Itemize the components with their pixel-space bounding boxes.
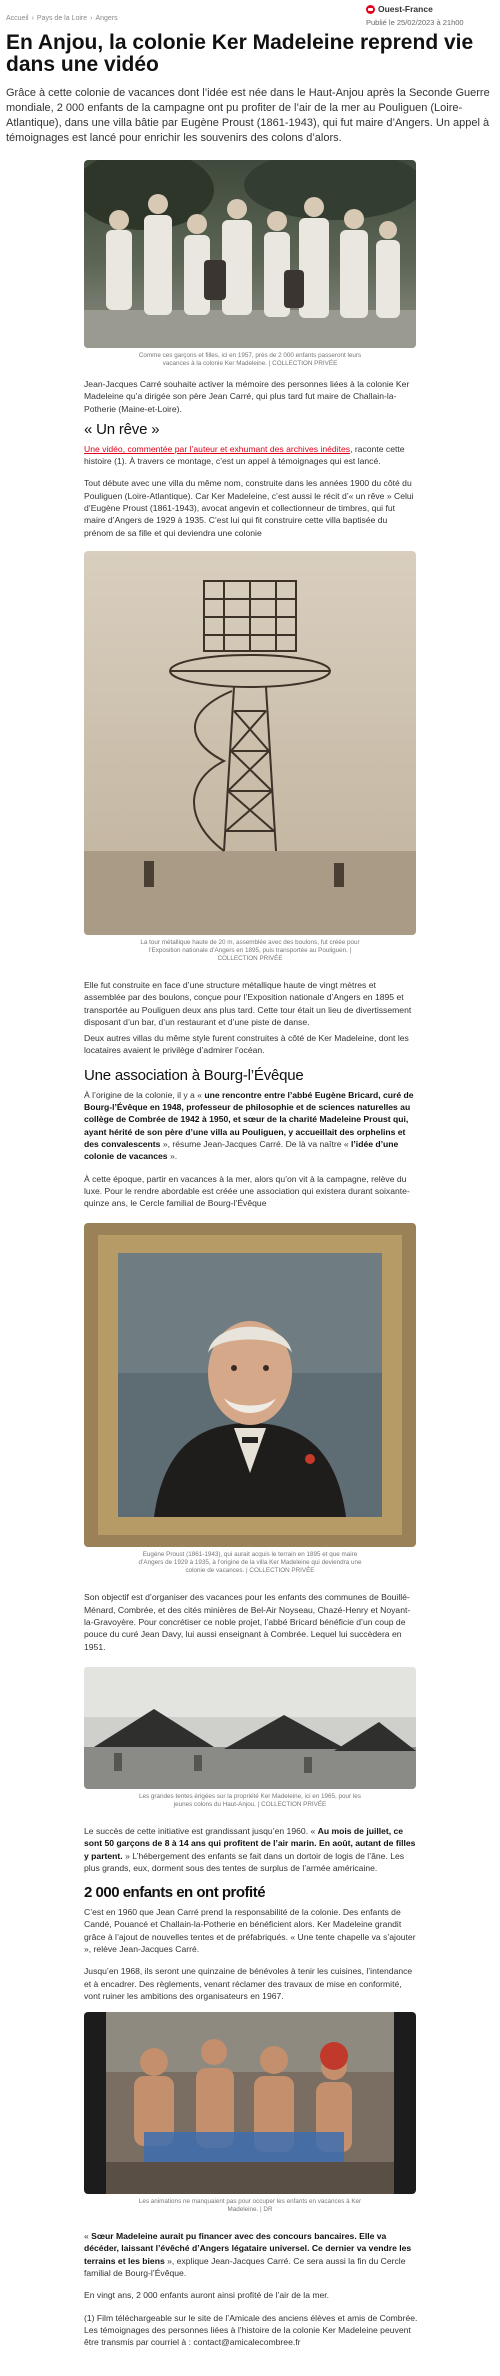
quote-text: Sœur Madeleine aurait pu financer avec des concours bancaires. Elle va décéder, laissant l’évêché d’Angers légataire universel. Ce dernier va vendre les terrains et les biens <box>84 2231 412 2266</box>
source-name[interactable]: Ouest-France <box>378 4 433 14</box>
breadcrumb-region[interactable]: Pays de la Loire <box>36 15 88 22</box>
paragraph-text: À l’origine de la colonie, il y a « <box>84 1089 205 1100</box>
paragraph: Son objectif est d’organiser des vacances pour les enfants des communes de Bouillé-Ménard, Combrée, et des cités minières de Bel-Air Noyseau, Chazé-Henry et Noyant-la-Gravoyère. Pour concrétiser ce noble projet, l’abbé Bricard bénéficie d’un coup de pouce du curé Jean Davy, lui aussi enseignant à Combrée. Lequel lui succèdera en 1951. <box>84 1592 411 1652</box>
figure-portrait <box>0 1223 500 1575</box>
group-photo[interactable] <box>84 160 416 348</box>
paragraph-text: Le succès de cette initiative est grandissant jusqu’en 1960. « <box>84 1825 318 1836</box>
paragraph-text: » L’hébergement des enfants se fait dans un dortoir de logis de l’âne. Les plus grands, eux, dorment sous des tentes de surplus de l’armée américaine. <box>84 1850 405 1873</box>
figure-animations <box>0 2012 500 2214</box>
paragraph <box>84 1825 418 1874</box>
article-body-1 <box>84 378 418 415</box>
paragraph <box>84 443 418 468</box>
paragraph: Elle fut construite en face d’une structure métallique haute de vingt mètres et assemblée par des boulons, conçue pour l’Exposition nationale d’Angers en 1895 et transportée au Pouliguen deux ans plus tard. Cette tour était un lieu de divertissement disposant d’un bar, d’un restaurant et d’une piste de danse. <box>84 979 412 1027</box>
portrait-photo[interactable] <box>84 1223 416 1547</box>
ouest-france-logo-icon <box>366 5 375 14</box>
article-body-2 <box>84 443 418 539</box>
paragraph: Deux autres villas du même style furent construites à côté de Ker Madeleine, dont les locataires avaient le privilège d’admirer l’océan. <box>84 1033 409 1056</box>
paragraph-text: », résume Jean-Jacques Carré. De là va naître « <box>160 1138 352 1149</box>
subheading-reve: « Un rêve » <box>84 420 160 438</box>
subheading-enfants: 2 000 enfants en ont profité <box>84 1884 266 1902</box>
paragraph-text: », explique Jean-Jacques Carré. Ce sera aussi la fin du Cercle familial de Bourg-l’Évêque. <box>84 2255 406 2279</box>
footnote: (1) Film téléchargeable sur le site de l’Amicale des anciens élèves et amis de Combrée. Les témoignages des personnes liées à l’histoire de la colonie Ker Madeleine peuvent être transmis par courriel à : contact@amicalecombree.fr <box>84 2312 418 2348</box>
breadcrumb: Accueil › Pays de la Loire › Angers <box>6 15 118 22</box>
quote-text: Au mois de juillet, ce sont 50 garçons de 8 à 14 ans qui profitent de l’air marin. En août, autant de filles y partent. <box>84 1825 416 1861</box>
paragraph-text: « <box>84 2231 92 2242</box>
figure-caption: Les grandes tentes érigées sur la propriété Ker Madeleine, ici en 1965, pour les jeunes colons du Haut-Anjou. | COLLECTION PRIVÉE <box>139 1792 361 1808</box>
figure-caption: Eugène Proust (1861-1943), qui aurait acquis le terrain en 1895 et que maire d’Angers de 1929 à 1935, à l’origine de la villa Ker Madeleine qui deviendra une colonie de vacances. | COLLECTION PRIVÉE <box>138 1551 362 1575</box>
header <box>0 0 500 26</box>
figure-caption: La tour métallique haute de 20 m, assemblée avec des boulons, fut créée pour l’Exposition nationale d’Angers en 1895, puis transportée au Pouliguen. | COLLECTION PRIVÉE <box>140 938 360 962</box>
video-link[interactable]: Une vidéo, commentée par l’auteur et exhumant des archives inédites <box>84 443 351 454</box>
article-lead: Grâce à cette colonie de vacances dont l’idée est née dans le Haut-Anjou après la Seconde Guerre mondiale, 2 000 enfants de la campagne ont pu profiter de l’air de la mer au Pouliguen (Loire-Atlantique), dans une villa bâtie par Eugène Proust (1861-1943), qui fut maire d’Angers. Un appel à témoignages est lancé pour enrichir les souvenirs des colons d’alors. <box>6 87 490 144</box>
tower-photo[interactable] <box>84 551 416 935</box>
paragraph: Jean-Jacques Carré souhaite activer la mémoire des personnes liées à la colonie Ker Madeleine qu’a dirigée son père Jean Carré, qui plus tard fut maire de Challain-la-Potherie (Maine-et-Loire). <box>84 379 410 414</box>
figure-tower <box>0 551 500 963</box>
tents-photo[interactable] <box>84 1667 416 1789</box>
paragraph: C’est en 1960 que Jean Carré prend la responsabilité de la colonie. Des enfants de Candé, Pouancé et Challain-la-Potherie en bénéficient alors. Ker Madeleine grandit grâce à l’ajout de nouvelles tentes et de préfabriqués. « Une tente chapelle va s’ajouter », relève Jean-Jacques Carré. <box>84 1907 416 1954</box>
article-body-7 <box>84 1906 418 2002</box>
paragraph-text: , raconte cette histoire (1). À travers ce montage, c’est un appel à témoignages qui est lancé. <box>84 443 405 467</box>
quote-text: l’idée d’une colonie de vacances <box>84 1138 399 1162</box>
article-body-6 <box>84 1825 418 1874</box>
article-body-8 <box>84 2230 418 2348</box>
breadcrumb-city[interactable]: Angers <box>95 15 118 22</box>
paragraph <box>84 1089 418 1163</box>
article-body-3 <box>84 979 418 1057</box>
article-body-4 <box>84 1089 418 1210</box>
figure-caption: Les animations ne manquaient pas pour occuper les enfants en vacances à Ker Madeleine. | DR <box>138 2198 362 2214</box>
figure-caption: Comme ces garçons et filles, ici en 1957, près de 2 000 enfants passeront leurs vacances à la colonie Ker Madeleine. | COLLECTION PRIVÉE <box>138 352 362 367</box>
paragraph: En vingt ans, 2 000 enfants auront ainsi profité de l’air de la mer. <box>84 2290 330 2301</box>
paragraph: Jusqu’en 1968, ils seront une quinzaine de bénévoles à tenir les cuisines, l’intendance et à encadrer. Des règlements, venant réclamer des travaux de mise en conformité, vont ruiner les ambitions des organisateurs en 1967. <box>84 1966 413 2001</box>
paragraph: À cette époque, partir en vacances à la mer, alors qu’on vit à la campagne, relève du luxe. Pour le rendre abordable est créée une association qui existera durant soixante-quinze ans, le Cercle familial de Bourg-l’Évêque <box>84 1173 410 1209</box>
figure-tents <box>0 1667 500 1809</box>
paragraph-text: ». <box>167 1151 178 1162</box>
figure-group-photo <box>0 160 500 368</box>
paragraph <box>84 2230 418 2279</box>
article-title: En Anjou, la colonie Ker Madeleine reprend vie dans une vidéo <box>6 31 474 76</box>
breadcrumb-home[interactable]: Accueil <box>6 15 29 22</box>
article-body-5 <box>84 1591 418 1652</box>
quote-text: une rencontre entre l’abbé Eugène Bricard, curé de Bourg-l’Évêque en 1948, professeur de philosophie et de sciences naturelles au collège de Combrée de 1942 à 1950, et sœur de la charité Madeleine Proust qui, ayant hérité de son père d’une villa au Pouliguen, y accueillait des orphelins et des convalescents <box>84 1089 414 1149</box>
animations-photo[interactable] <box>84 2012 416 2194</box>
paragraph: Tout débute avec une villa du même nom, construite dans les années 1900 du côté du Pouliguen (Loire-Atlantique). Car Ker Madeleine, c’est aussi le récit d’« un rêve » Celui d’Eugène Proust (1861-1943), avocat angevin et collectionneur de timbres, qui fut maire d’Angers de 1929 à 1935. C’est lui qui fit construire cette villa baptisée du prénom de sa fille et qui deviendra une colonie <box>84 478 414 538</box>
publish-date: Publié le 25/02/2023 à 21h00 <box>366 18 464 27</box>
subheading-association: Une association à Bourg-l’Évêque <box>84 1066 304 1084</box>
